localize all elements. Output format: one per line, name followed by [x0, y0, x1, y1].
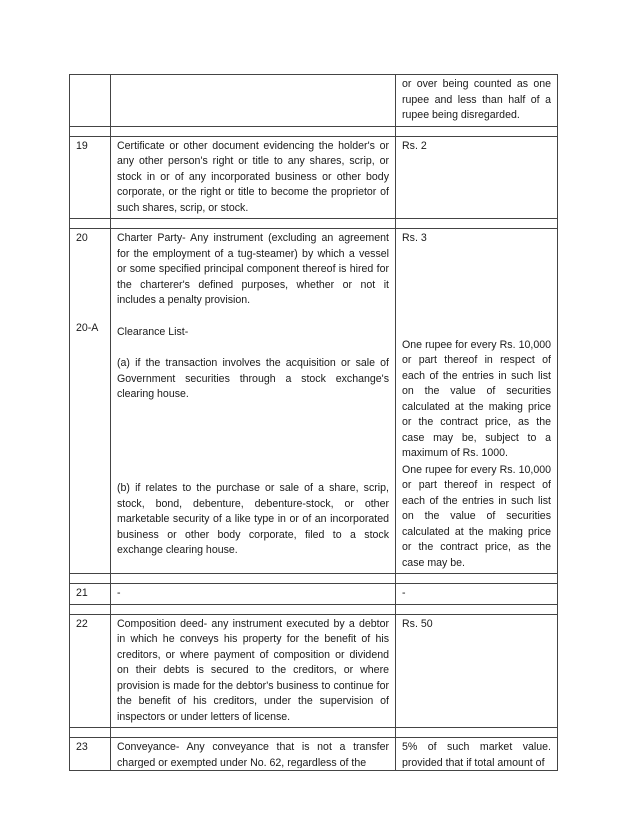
duty-amount: or over being counted as one rupee and less than half of a rupee being disregarded. — [396, 75, 558, 127]
spacer-row — [70, 728, 558, 738]
article-number: 23 — [70, 738, 111, 771]
article-number-cell — [70, 229, 111, 574]
article-description: Composition deed- any instrument executed by a debtor in which he conveys his property for the benefit of his creditors, or where payment of composition or dividend on their debts is secured to the creditors, or where provision is made for the debtor's business to continue for the benefit of his creditors, under the supervision of inspectors or under letters of license. — [111, 614, 396, 728]
table-row — [70, 584, 558, 605]
article-description: Conveyance- Any conveyance that is not a transfer charged or exempted under No. 62, regardless of the — [117, 741, 389, 768]
article-number-20a: 20-A — [76, 321, 99, 334]
duty-amount: Rs. 50 — [396, 614, 558, 728]
clearance-list-heading: Clearance List- — [117, 325, 189, 338]
article-number — [70, 75, 111, 127]
article-description-cell — [111, 229, 396, 574]
spacer-row — [70, 574, 558, 584]
clearance-a-duty: One rupee for every Rs. 10,000 or part thereof in respect of each of the entries in such list on the value of securities calculated at the making price or the contract price, as the case may be, subject to a maximum of Rs. 1000. — [402, 338, 551, 459]
table-row — [70, 738, 558, 771]
table-row — [70, 614, 558, 728]
duty-amount-cell — [396, 229, 558, 574]
article-number: 22 — [70, 614, 111, 728]
duty-amount: 5% of such market value. provided that if total amount of — [402, 741, 551, 768]
clearance-b-duty: One rupee for every Rs. 10,000 or part thereof in respect of each of the entries in such list on the value of securities calculated at the making price or the contract price, as the case may be. — [402, 463, 551, 569]
spacer-row — [70, 126, 558, 136]
spacer-row — [70, 219, 558, 229]
article-description: - — [111, 584, 396, 605]
article-description — [111, 75, 396, 127]
clearance-b-description: (b) if relates to the purchase or sale of a share, scrip, stock, bond, debenture, debenture-stock, or other marketable security of a like type in or of an incorporated business or other body corporate, filed to a stock exchange clearing house. — [117, 482, 389, 556]
clearance-a-description: (a) if the transaction involves the acquisition or sale of Government securities through a stock exchange's clearing house. — [117, 357, 389, 400]
article-number: 21 — [70, 584, 111, 605]
spacer-row — [70, 604, 558, 614]
duty-amount: Rs. 2 — [396, 136, 558, 219]
stamp-duty-table — [69, 74, 558, 771]
table-row — [70, 229, 558, 574]
table-row — [70, 75, 558, 127]
article-description: Certificate or other document evidencing the holder's or any other person's right or title to any shares, scrip, or stock in or of any incorporated business or other body corporate, or the right or title to become the proprietor of such shares, scrip, or stock. — [111, 136, 396, 219]
duty-amount: Rs. 3 — [402, 232, 427, 244]
charter-party-description: Charter Party- Any instrument (excluding an agreement for the employment of a tug-steamer) by which a vessel or some specified principal component thereof is hired for the charterer's defined purposes, whether or not it includes a penalty provision. — [117, 232, 389, 306]
table-row — [70, 136, 558, 219]
article-number: 19 — [70, 136, 111, 219]
article-number: 20 — [76, 232, 88, 244]
duty-amount: - — [396, 584, 558, 605]
